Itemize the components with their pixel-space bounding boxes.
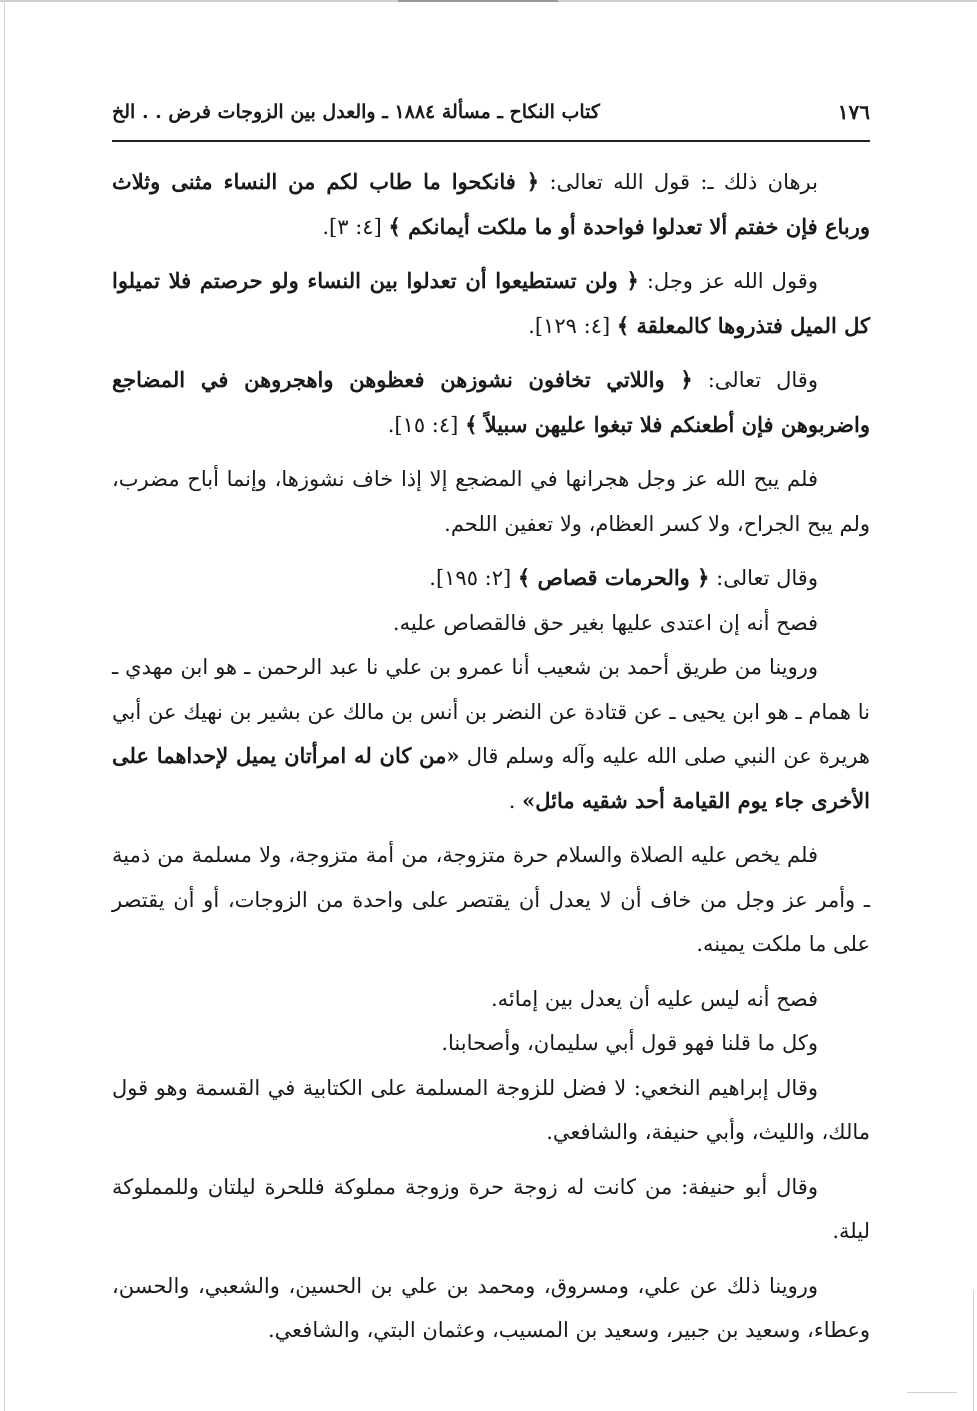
- hadith-text: «من كان له امرأتان يميل لإحداهما على الأخرى جاء يوم القيامة أحد شقيه مائل»: [112, 743, 870, 813]
- paragraph-3: [112, 358, 870, 447]
- quran-verse: ﴿ فانكحوا ما طاب لكم من النساء مثنى وثلاث ورباع فإن خفتم ألا تعدلوا فواحدة أو ما ملكت أيمانكم ﴾: [112, 169, 870, 239]
- paragraph-lead: وقول الله عز وجل:: [646, 269, 818, 293]
- right-margin-line: [973, 1290, 974, 1411]
- quran-verse: ﴿ واللاتي تخافون نشوزهن فعظوهن واهجروهن في المضاجع واضربوهن فإن أطعنكم فلا تبغوا عليهن سبيلاً ﴾: [112, 367, 870, 437]
- verse-reference: [٢: ١٩٥].: [429, 566, 512, 590]
- paragraph-13: وروينا ذلك عن علي، ومسروق، ومحمد بن علي بن الحسين، والشعبي، والحسن، وعطاء، وسعيد بن جبير، وسعيد بن المسيب، وعثمان البتي، والشافعي.: [112, 1273, 870, 1342]
- paragraph-6: فصح أنه إن اعتدى عليها بغير حق فالقصاص عليه.: [392, 610, 818, 635]
- running-header: [112, 92, 870, 132]
- left-margin-line: [4, 0, 5, 1411]
- page-body: [112, 160, 870, 1363]
- running-title: كتاب النكاح ـ مسألة ١٨٨٤ ـ والعدل بين الزوجات فرض . . الخ: [112, 101, 600, 123]
- top-edge-mark: [398, 0, 558, 2]
- paragraph-lead: وقال تعالى:: [716, 566, 818, 590]
- paragraph-7: [112, 645, 870, 823]
- verse-reference: [٤: ١٥].: [387, 412, 459, 437]
- sentence-end: .: [508, 788, 516, 813]
- paragraph-2: [112, 259, 870, 348]
- paragraph-lead: وقال تعالى:: [707, 368, 818, 392]
- quran-verse: ﴿ ولن تستطيعوا أن تعدلوا بين النساء ولو حرصتم فلا تميلوا كل الميل فتذروها كالمعلقة ﴾: [112, 268, 870, 338]
- paragraph-5: [112, 556, 870, 601]
- bottom-margin-mark: [907, 1392, 957, 1393]
- paragraph-4: فلم يبح الله عز وجل هجرانها في المضجع إلا إذا خاف نشوزها، وإنما أباح مضرب، ولم يبح الجراح، ولا كسر العظام، ولا تعفين اللحم.: [112, 467, 870, 536]
- paragraph-1: [112, 160, 870, 249]
- quran-verse: ﴿ والحرمات قصاص ﴾: [517, 565, 710, 590]
- page-number: ١٧٦: [837, 100, 870, 124]
- verse-reference: [٤: ٣].: [322, 214, 382, 239]
- verse-reference: [٤: ١٢٩].: [528, 313, 611, 338]
- header-divider: [112, 140, 870, 142]
- paragraph-lead: برهان ذلك ـ: قول الله تعالى:: [549, 170, 818, 194]
- hadith-chain: وروينا من طريق أحمد بن شعيب أنا عمرو بن علي نا عبد الرحمن ـ هو ابن مهدي ـ نا همام ـ هو ابن يحيى ـ عن قتادة عن النضر بن أنس بن مالك عن بشير بن نهيك عن أبي هريرة عن النبي صلى الله عليه وآله وسلم قال: [112, 655, 870, 768]
- paragraph-8: فلم يخص عليه الصلاة والسلام حرة متزوجة، من أمة متزوجة، ولا مسلمة من ذمية ـ وأمر عز وجل من خاف أن لا يعدل أن يقتصر على واحدة من الزوجات، أو أن يقتصر على ما ملكت يمينه.: [112, 843, 870, 956]
- paragraph-12: وقال أبو حنيفة: من كانت له زوجة حرة وزوجة مملوكة فللحرة ليلتان وللمملوكة ليلة.: [112, 1174, 870, 1243]
- paragraph-9: فصح أنه ليس عليه أن يعدل بين إمائه.: [491, 986, 818, 1011]
- paragraph-10: وكل ما قلنا فهو قول أبي سليمان، وأصحابنا.: [441, 1031, 818, 1055]
- paragraph-11: وقال إبراهيم النخعي: لا فضل للزوجة المسلمة على الكتابية في القسمة وهو قول مالك، والليث، وأبي حنيفة، والشافعي.: [112, 1075, 870, 1144]
